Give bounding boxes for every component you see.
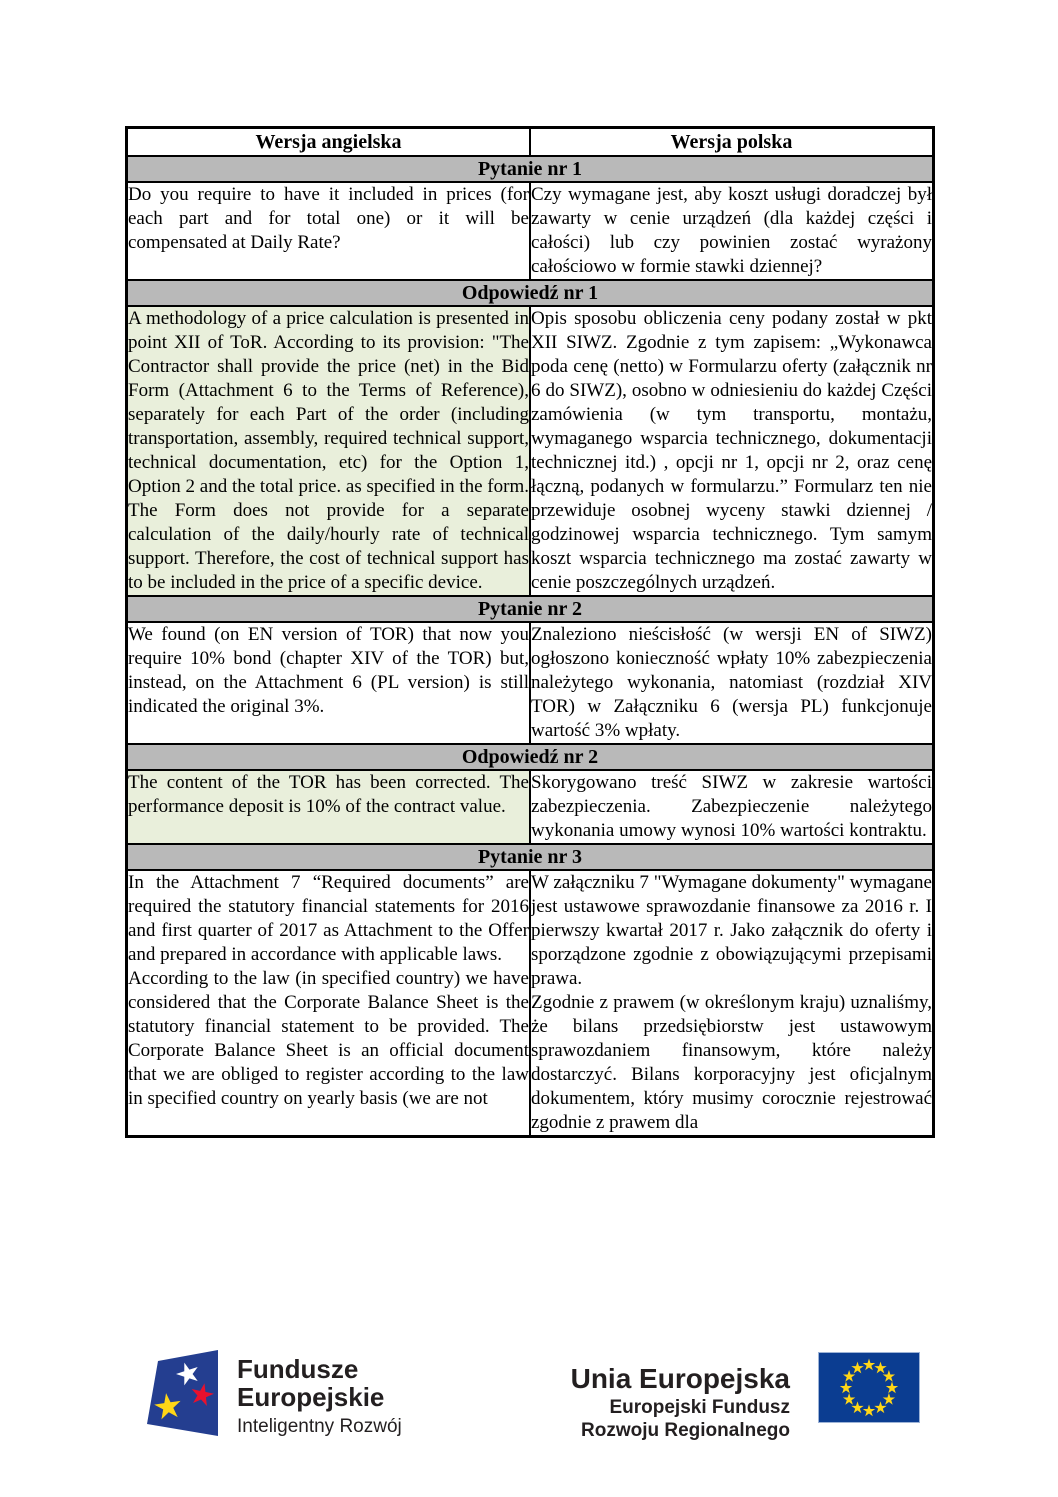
eu-logo-subtitle-line1: Europejski Fundusz (609, 1397, 790, 1418)
question-1-row (127, 182, 934, 280)
question-3-english (127, 870, 531, 1137)
fe-logo-title-line2: Europejskie (237, 1382, 385, 1412)
question-2-polish: Znaleziono nieścisłość (w wersji EN of SIWZ) ogłoszono konieczność wpłaty 10% zabezpieczenia należytego wykonania, natomiast (rozdział XIV TOR) w Załączniku 6 (wersja PL) funkcjonuje wartość 3% wpłaty. (530, 622, 934, 744)
section-bar-row (127, 156, 934, 182)
fundusze-europejskie-logo (143, 1347, 402, 1439)
section-bar-row (127, 596, 934, 622)
question-3-english-paragraph-1: In the Attachment 7 “Required documents” are required the statutory financial statements for 2016 and first quarter of 2017 as Attachment to the Offer and prepared in accordance with applicable laws. (128, 872, 529, 965)
question-1-polish: Czy wymagane jest, aby koszt usługi doradczej był zawarty w cenie urządzeń (dla każdej części i całości) lub czy powinien zostać wyrażony całościowo w formie stawki dziennej? (530, 182, 934, 280)
answer-2-polish: Skorygowano treść SIWZ w zakresie wartości zabezpieczenia. Zabezpieczenie należytego wykonania umowy wynosi 10% wartości kontraktu. (530, 770, 934, 844)
question-1-english: Do you require to have it included in prices (for each part and for total one) or it will be compensated at Daily Rate? (127, 182, 531, 280)
section-bar-question-2: Pytanie nr 2 (127, 596, 934, 622)
answer-2-row (127, 770, 934, 844)
section-bar-row (127, 844, 934, 870)
section-bar-row (127, 280, 934, 306)
section-bar-answer-1: Odpowiedź nr 1 (127, 280, 934, 306)
question-3-polish (530, 870, 934, 1137)
column-header-polish: Wersja polska (530, 128, 934, 157)
fe-logo-subtitle: Inteligentny Rozwój (237, 1416, 402, 1437)
qa-translation-table (125, 126, 935, 1138)
section-bar-question-3: Pytanie nr 3 (127, 844, 934, 870)
logo-footer (0, 1345, 1058, 1455)
question-3-row (127, 870, 934, 1137)
section-bar-row (127, 744, 934, 770)
section-bar-answer-2: Odpowiedź nr 2 (127, 744, 934, 770)
table-header-row (127, 128, 934, 157)
eu-logo-text (571, 1352, 790, 1442)
eu-logo-subtitle-line2: Rozwoju Regionalnego (581, 1420, 790, 1441)
unia-europejska-logo (571, 1352, 920, 1442)
question-3-polish-paragraph-1: W załączniku 7 "Wymagane dokumenty" wymagane jest ustawowe sprawozdanie finansowe za 2016 r. I pierwszy kwartał 2017 r. Jako załącznik do oferty i sporządzone zgodnie z obowiązującymi przepisami prawa. (531, 872, 932, 989)
question-2-english: We found (on EN version of TOR) that now you require 10% bond (chapter XIV of the TOR) but, instead, on the Attachment 6 (PL version) is still indicated the original 3%. (127, 622, 531, 744)
answer-1-english (127, 306, 531, 596)
answer-1-row (127, 306, 934, 596)
question-3-english-paragraph-2: According to the law (in specified country) we have considered that the Corporate Balance Sheet is the statutory financial statement to be provided. The Corporate Balance Sheet is an official document that we are obliged to register according to the law in specified country on yearly basis (we are not (128, 968, 529, 1109)
question-2-row (127, 622, 934, 744)
answer-2-english: The content of the TOR has been corrected. The performance deposit is 10% of the contract value. (127, 770, 531, 844)
eu-flag-icon (818, 1352, 920, 1423)
fe-logo-text (237, 1347, 402, 1439)
eu-logo-title: Unia Europejska (570, 1363, 790, 1394)
column-header-english: Wersja angielska (127, 128, 531, 157)
section-bar-question-1: Pytanie nr 1 (127, 156, 934, 182)
answer-1-english-paragraph-1: A methodology of a price calculation is presented in point XII of ToR. According to its provision: "The Contractor shall provide the price (net) in the Bid Form (Attachment 6 to the Terms of Reference), separately for each Part of the order (including transportation, assembly, required technical support, technical documentation, etc) for the Option 1, Option 2 and the total price. as specified in the form. (128, 308, 529, 497)
answer-1-english-paragraph-2: The Form does not provide for a separate calculation of the daily/hourly rate of technical support. Therefore, the cost of technical support has to be included in the price of a specific device. (128, 500, 529, 593)
question-3-polish-paragraph-2: Zgodnie z prawem (w określonym kraju) uznaliśmy, że bilans przedsiębiorstw jest ustawowym sprawozdaniem finansowym, które należy dostarczyć. Bilans korporacyjny jest oficjalnym dokumentem, który musimy corocznie rejestrować zgodnie z prawem dla (531, 992, 932, 1133)
fe-logo-title-line1: Fundusze (237, 1354, 359, 1384)
answer-1-polish: Opis sposobu obliczenia ceny podany został w pkt XII SIWZ. Zgodnie z tym zapisem: „Wykonawca poda cenę (netto) w Formularzu oferty (załącznik nr 6 do SIWZ), osobno w odniesieniu do każdej Części zamówienia (w tym transportu, montażu, wymaganego wsparcia technicznego, dokumentacji technicznej itd.) , opcji nr 1, opcji nr 2, oraz cenę łączną, podanych w formularzu.” Formularz ten nie przewiduje osobnej wyceny stawki dziennej / godzinowej wsparcia technicznego. Tym samym koszt wsparcia technicznego ma zostać zawarty w cenie poszczególnych urządzeń. (530, 306, 934, 596)
fe-flag-icon (143, 1347, 219, 1437)
